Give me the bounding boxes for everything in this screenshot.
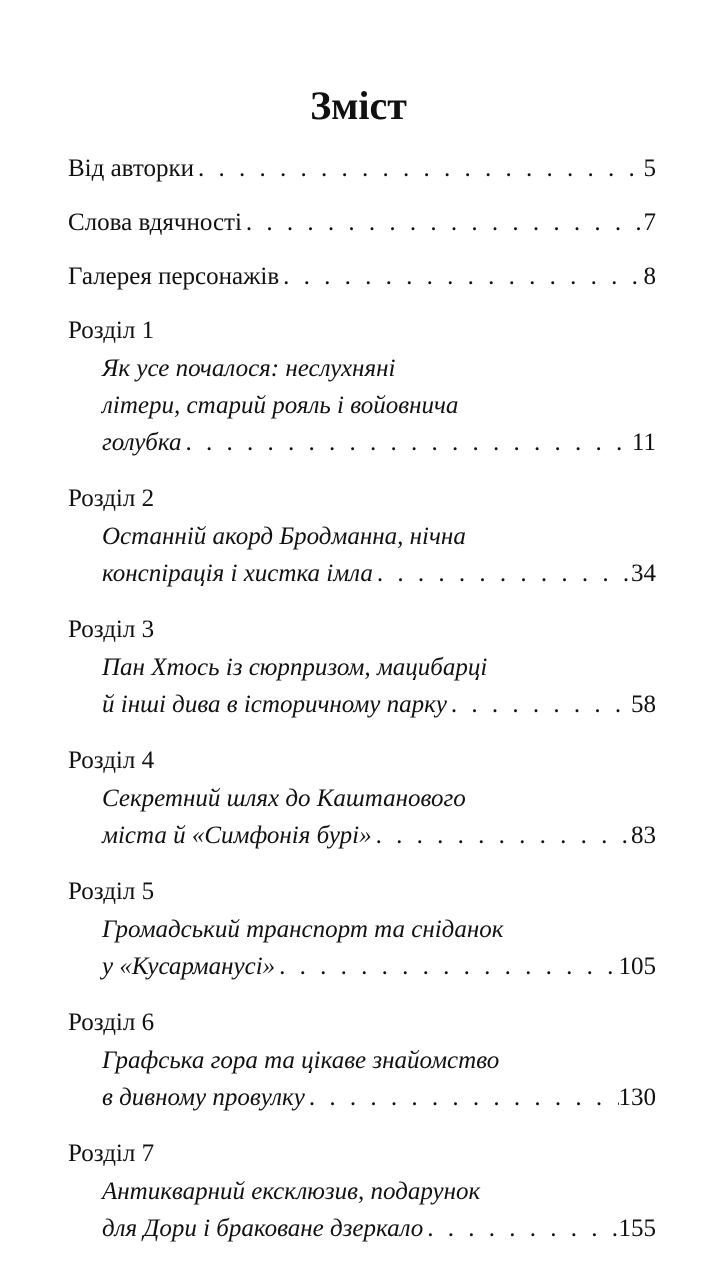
dot-leader [423,1210,618,1247]
toc-entry-acknowledgements [68,204,656,242]
chapter-title-line: й інші дива в історичному парку [102,691,447,718]
chapter-title-last-line [102,1079,656,1116]
chapter-title-line: у «Кусарманусі» [102,953,276,980]
toc-page-number: 7 [643,209,656,236]
chapter-title-last-line [102,948,656,985]
chapter-label: Розділ 1 [68,317,155,344]
toc-page-number: 34 [631,560,656,587]
toc-entry-line [68,150,656,188]
toc-page-number: 58 [631,691,656,718]
chapter-title [68,780,656,854]
toc-entry-characters-gallery [68,258,656,296]
dot-leader [181,424,631,461]
toc-entry-line [68,204,656,242]
chapter-title [68,649,656,723]
toc-page-number: 11 [631,429,656,456]
dot-leader [242,204,644,242]
toc-page-number: 5 [643,155,656,182]
toc-chapter-1 [68,312,656,461]
chapter-title-line: Останній акорд Бродманна, нічна [102,523,466,550]
chapter-title [68,518,656,592]
toc-entry-line [68,258,656,296]
dot-leader [373,555,631,592]
toc-entry-label: Слова вдячності [68,209,242,236]
dot-leader [279,258,643,296]
toc-chapter-4 [68,742,656,854]
dot-leader [372,817,631,854]
chapter-title-last-line [102,555,656,592]
toc-chapter-5 [68,873,656,985]
chapter-label: Розділ 3 [68,616,155,643]
chapter-title-last-line [102,686,656,723]
chapter-title-line: голубка [102,429,182,456]
chapter-label: Розділ 5 [68,878,155,905]
chapter-title-last-line [102,817,656,854]
dot-leader [275,948,618,985]
table-of-contents [68,150,656,1266]
chapter-label: Розділ 6 [68,1009,155,1036]
chapter-title [68,1173,656,1247]
toc-chapter-2 [68,480,656,592]
chapter-label: Розділ 7 [68,1140,155,1167]
dot-leader [194,150,644,188]
chapter-title-line: в дивному провулку [102,1084,305,1111]
chapter-title-last-line [102,1210,656,1247]
toc-page-number: 8 [643,263,656,290]
chapter-label: Розділ 4 [68,747,155,774]
chapter-title [68,350,656,461]
chapter-title-line: літери, старий рояль і войовнича [102,392,459,419]
dot-leader [305,1079,619,1116]
toc-entry-label: Від авторки [68,155,194,182]
toc-entry-label: Галерея персонажів [68,263,280,290]
chapter-title-line: для Дори і браковане дзеркало [102,1215,424,1242]
chapter-title-line: Секретний шлях до Каштанового [102,785,466,812]
chapter-title-last-line [102,424,656,461]
toc-page-number: 130 [618,1084,656,1111]
chapter-title-line: Громадський транспорт та сніданок [102,916,504,943]
chapter-title [68,911,656,985]
toc-chapter-6 [68,1004,656,1116]
toc-entry-author-note [68,150,656,188]
chapter-title-line: Антикварний ексклюзив, подарунок [102,1178,481,1205]
chapter-title-line: Пан Хтось із сюрпризом, мацибарці [102,654,488,681]
toc-chapter-3 [68,611,656,723]
chapter-title [68,1042,656,1116]
page-title: Зміст [310,83,407,128]
toc-page-number: 105 [618,953,656,980]
chapter-title-line: Графська гора та цікаве знайомство [102,1047,500,1074]
dot-leader [447,686,631,723]
chapter-title-line: міста й «Симфонія бурі» [102,822,372,849]
chapter-title-line: Як усе почалося: неслухняні [102,355,396,382]
chapter-label: Розділ 2 [68,485,155,512]
toc-page-number: 155 [618,1215,656,1242]
toc-page-number: 83 [631,822,656,849]
chapter-title-line: конспірація і хистка імла [102,560,373,587]
toc-chapter-7 [68,1135,656,1247]
